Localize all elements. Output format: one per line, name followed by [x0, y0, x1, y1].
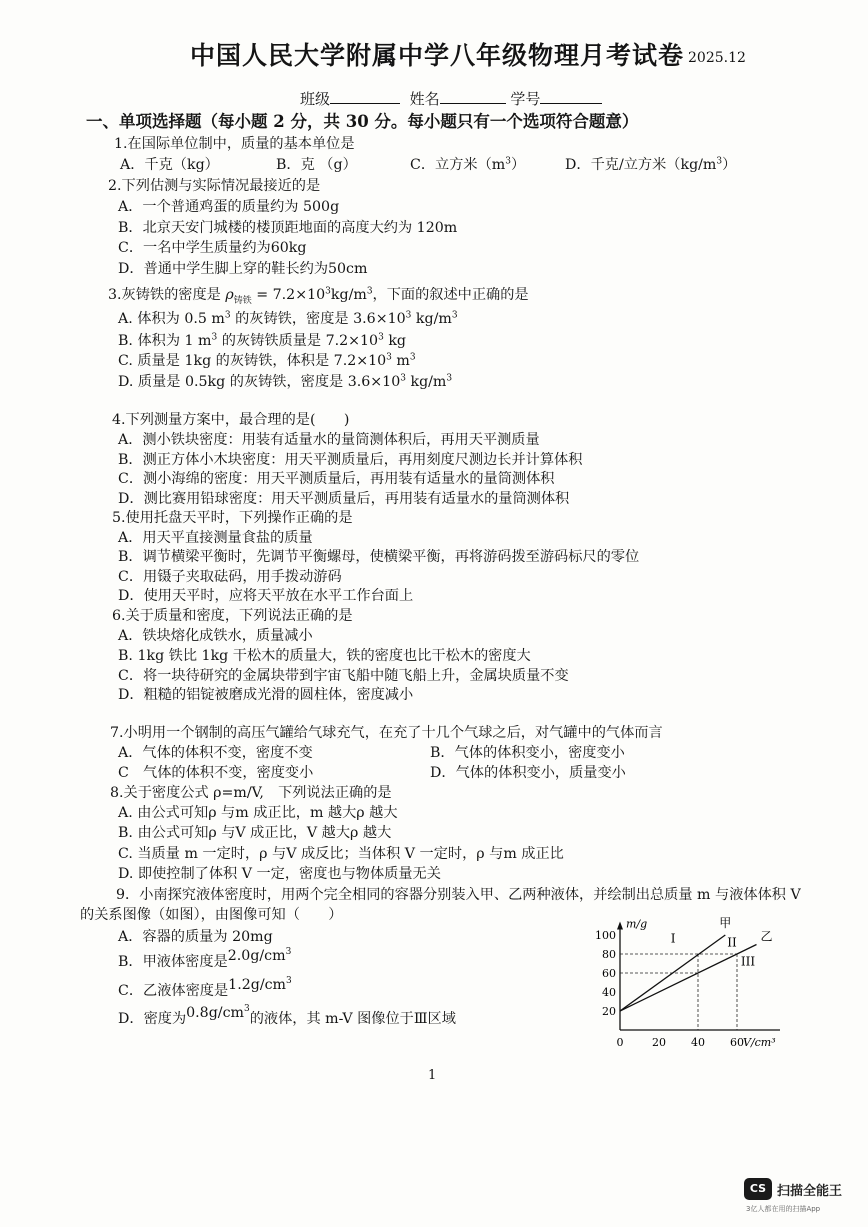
x-tick-label: 40 — [691, 1036, 705, 1049]
y-tick-label: 80 — [602, 948, 616, 961]
q4-option-b: B．测正方体小木块密度：用天平测质量后，再用刻度尺测边长并计算体积 — [118, 452, 583, 468]
q2-option-d: D．普通中学生脚上穿的鞋长约为50cm — [118, 261, 368, 277]
q4-option-c: C．测小海绵的密度：用天平测质量后，再用装有适量水的量筒测体积 — [118, 471, 555, 487]
q5-option-d: D．使用天平时，应将天平放在水平工作台面上 — [118, 588, 414, 604]
q3-option-b: B. 体积为 1 $m^3$ 的灰铸铁质量是 $7.2\times 10^3$ kg — [118, 332, 407, 349]
q4-stem: 4.下列测量方案中，最合理的是( ) — [112, 412, 350, 428]
y-axis-arrow — [617, 922, 623, 930]
y-tick-label: 60 — [602, 967, 616, 980]
x-axis-label: V/cm³ — [743, 1036, 776, 1049]
q7-option-a: A．气体的体积不变，密度不变 — [118, 745, 313, 761]
q8-option-c: C. 当质量 m 一定时，ρ 与V 成反比；当体积 V 一定时，ρ 与m 成正比 — [118, 846, 564, 862]
x-tick-label: 20 — [652, 1036, 666, 1049]
q7-option-b: B．气体的体积变小，密度变小 — [430, 745, 625, 761]
q1-option-c: C．立方米$(m^3)$ — [410, 156, 526, 173]
scanner-logo — [744, 1178, 842, 1200]
class-blank — [330, 89, 400, 104]
class-label: 班级 — [300, 90, 331, 108]
scanner-badge-icon: CS — [744, 1178, 772, 1200]
q6-stem: 6.关于质量和密度，下列说法正确的是 — [112, 608, 353, 624]
q2-stem: 2.下列估测与实际情况最接近的是 — [108, 178, 321, 194]
id-label: 学号 — [510, 90, 541, 108]
q9-option-a: A．容器的质量为 20mg — [118, 929, 273, 945]
q3-stem: 3.灰铸铁的密度是 $\rho_{铸铁} = 7.2\times 10^3kg/m^3$，下面的叙述中正确的是 — [108, 286, 529, 306]
region-label: III — [740, 954, 756, 969]
y-tick-label: 100 — [595, 929, 616, 942]
series-label: 甲 — [719, 916, 732, 930]
q3-option-d: D. 质量是 0.5kg 的灰铸铁，密度是 $3.6\times 10^3$ $kg/m^3$ — [118, 373, 453, 390]
id-blank — [540, 89, 602, 104]
region-label: II — [727, 935, 737, 950]
q7-stem: 7.小明用一个钢制的高压气罐给气球充气，在充了十几个气球之后，对气罐中的气体而言 — [110, 725, 663, 741]
q6-option-c: C．将一块待研究的金属块带到宇宙飞船中随飞船上升，金属块质量不变 — [118, 668, 569, 684]
q5-stem: 5.使用托盘天平时，下列操作正确的是 — [112, 510, 353, 526]
q8-option-a: A. 由公式可知ρ 与m 成正比，m 越大ρ 越大 — [118, 805, 398, 821]
y-tick-label: 40 — [602, 986, 616, 999]
exam-date: 2025.12 — [688, 50, 746, 66]
q3-option-c: C. 质量是 1kg 的灰铸铁，体积是 $7.2\times 10^3$ $m^3$ — [118, 352, 416, 369]
q5-option-a: A．用天平直接测量食盐的质量 — [118, 530, 313, 546]
q9-option-c: C．乙液体密度是$1.2g/cm^3$ — [118, 976, 292, 999]
q8-option-b: B. 由公式可知ρ 与V 成正比，V 越大ρ 越大 — [118, 825, 392, 841]
x-tick-label: 60 — [730, 1036, 744, 1049]
q4-option-d: D．测比赛用铅球密度：用天平测质量后，再用装有适量水的量筒测体积 — [118, 491, 570, 507]
q9-stem-line1: 9．小南探究液体密度时，用两个完全相同的容器分别装入甲、乙两种液体，并绘制出总质量 m 与液体体积 V — [116, 887, 801, 903]
q7-option-c: C 气体的体积不变，密度变小 — [118, 765, 314, 781]
q1-option-d: D．千克/立方米$(kg/m^3)$ — [565, 156, 737, 173]
q3-option-a: A. 体积为 0.5 $m^3$ 的灰铸铁，密度是 $3.6\times 10^3$ $kg/m^3$ — [118, 310, 458, 327]
q2-option-c: C．一名中学生质量约为60kg — [118, 240, 307, 256]
q4-option-a: A．测小铁块密度：用装有适量水的量筒测体积后，再用天平测质量 — [118, 432, 540, 448]
y-tick-label: 20 — [602, 1005, 616, 1018]
q5-option-c: C．用镊子夹取砝码，用手拨动游码 — [118, 569, 342, 585]
section-heading: 一、单项选择题（每小题 2 分，共 30 分。每小题只有一个选项符合题意） — [86, 112, 639, 131]
scanner-tagline: 3亿人都在用的扫描App — [746, 1205, 821, 1213]
name-label: 姓名 — [409, 90, 440, 108]
q6-option-d: D．粗糙的铝锭被磨成光滑的圆柱体，密度减小 — [118, 687, 414, 703]
q8-option-d: D. 即使控制了体积 V 一定，密度也与物体质量无关 — [118, 866, 441, 882]
name-blank — [440, 89, 506, 104]
q7-option-d: D．气体的体积变小，质量变小 — [430, 765, 626, 781]
region-label: I — [670, 931, 676, 946]
q2-option-a: A．一个普通鸡蛋的质量约为 500g — [118, 199, 340, 215]
q6-option-b: B. 1kg 铁比 1kg 干松木的质量大，铁的密度也比干松木的密度大 — [118, 648, 531, 664]
series-label: 乙 — [760, 929, 773, 944]
q9-option-b: B．甲液体密度是$2.0g/cm^3$ — [118, 947, 292, 970]
x-tick-label: 0 — [616, 1036, 624, 1049]
y-axis-label: m/g — [626, 917, 648, 931]
page-title: 中国人民大学附属中学八年级物理月考试卷 — [190, 41, 685, 70]
q5-option-b: B．调节横梁平衡时，先调节平衡螺母，使横梁平衡，再将游码拨至游码标尺的零位 — [118, 549, 640, 565]
q8-stem: 8.关于密度公式 ρ=m/V, 下列说法正确的是 — [110, 785, 392, 801]
q6-option-a: A．铁块熔化成铁水，质量减小 — [118, 628, 313, 644]
q1-option-a: A．千克（kg） — [120, 157, 219, 173]
scanner-name: 扫描全能王 — [777, 1183, 843, 1199]
q1-stem: 1.在国际单位制中，质量的基本单位是 — [114, 136, 355, 152]
student-info-line — [300, 88, 602, 109]
q9-stem-line2: 的关系图像（如图），由图像可知（ ） — [80, 907, 343, 923]
q9-option-d: D．密度为$0.8g/cm^3$的液体，其 m-V 图像位于Ⅲ区域 — [118, 1004, 456, 1027]
m-v-graph — [590, 906, 800, 1056]
page-number: 1 — [428, 1068, 437, 1083]
series-line-2 — [620, 945, 757, 1012]
q2-option-b: B．北京天安门城楼的楼顶距地面的高度大约为 120m — [118, 220, 458, 236]
q1-option-b: B．克 （g） — [276, 157, 357, 173]
